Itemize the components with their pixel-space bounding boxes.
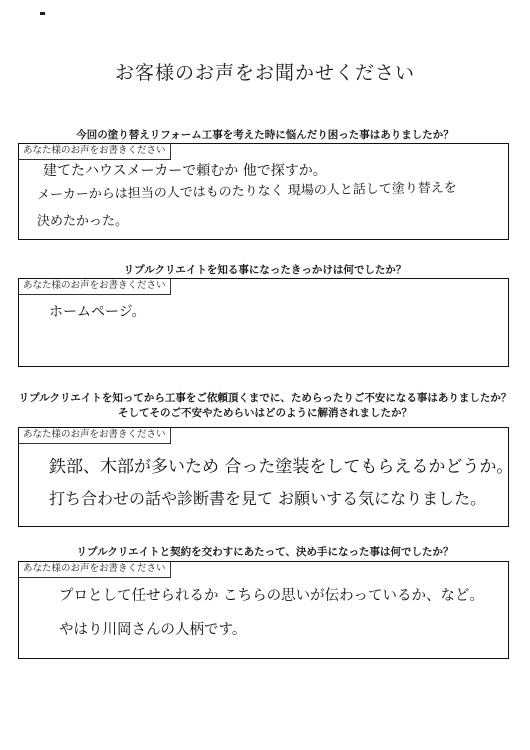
question-text: 今回の塗り替えリフォーム工事を考えた時に悩んだり困った事はありましたか？	[76, 129, 454, 141]
section-4	[0, 545, 530, 560]
section-3	[0, 391, 530, 421]
answer-line: メーカーからは担当の人ではものたりなく 現場の人と話して塗り替えを	[36, 180, 457, 203]
question-text: リプルクリエイトを知ってから工事をご依頼頂くまでに、ためらったりご不安になる事はありましたか？	[18, 392, 512, 404]
corner-mark	[40, 12, 45, 15]
answer-line: やはり川岡さんの人柄です。	[59, 622, 247, 638]
question-text: そしてそのご不安やためらいはどのように解消されましたか？	[118, 407, 412, 419]
answer-box-1	[18, 143, 509, 240]
answer-line: 建てたハウスメーカーで頼むか 他で探すか。	[43, 163, 327, 179]
page-title: お客様のお声をお聞かせください	[114, 62, 415, 84]
answer-line: 決めたかった。	[37, 214, 129, 229]
answer-line: プロとして任せられるか こちらの思いが伝わっているか、など。	[59, 588, 484, 604]
answer-box-header: あなた様のお声をお書きください	[19, 279, 171, 295]
answer-line: 鉄部、木部が多いため 合った塗装をしてもらえるかどうか。	[49, 457, 514, 477]
section-2	[0, 263, 530, 278]
question-text: リプルクリエイトと契約を交わすにあたって、決め手になった事は何でしたか？	[76, 546, 454, 558]
answer-line: 打ち合わせの話や診断書を見て お願いする気になりました。	[49, 489, 487, 508]
answer-box-2	[18, 278, 509, 367]
answer-box-4	[18, 561, 509, 659]
section-1	[0, 128, 530, 143]
answer-box-header: あなた様のお声をお書きください	[19, 144, 171, 160]
answer-box-header: あなた様のお声をお書きください	[19, 428, 171, 444]
answer-box-header: あなた様のお声をお書きください	[19, 562, 171, 578]
answer-box-3	[18, 427, 514, 527]
answer-line: ホームページ。	[49, 304, 146, 320]
question-text: リプルクリエイトを知る事になったきっかけは何でしたか？	[123, 264, 407, 276]
